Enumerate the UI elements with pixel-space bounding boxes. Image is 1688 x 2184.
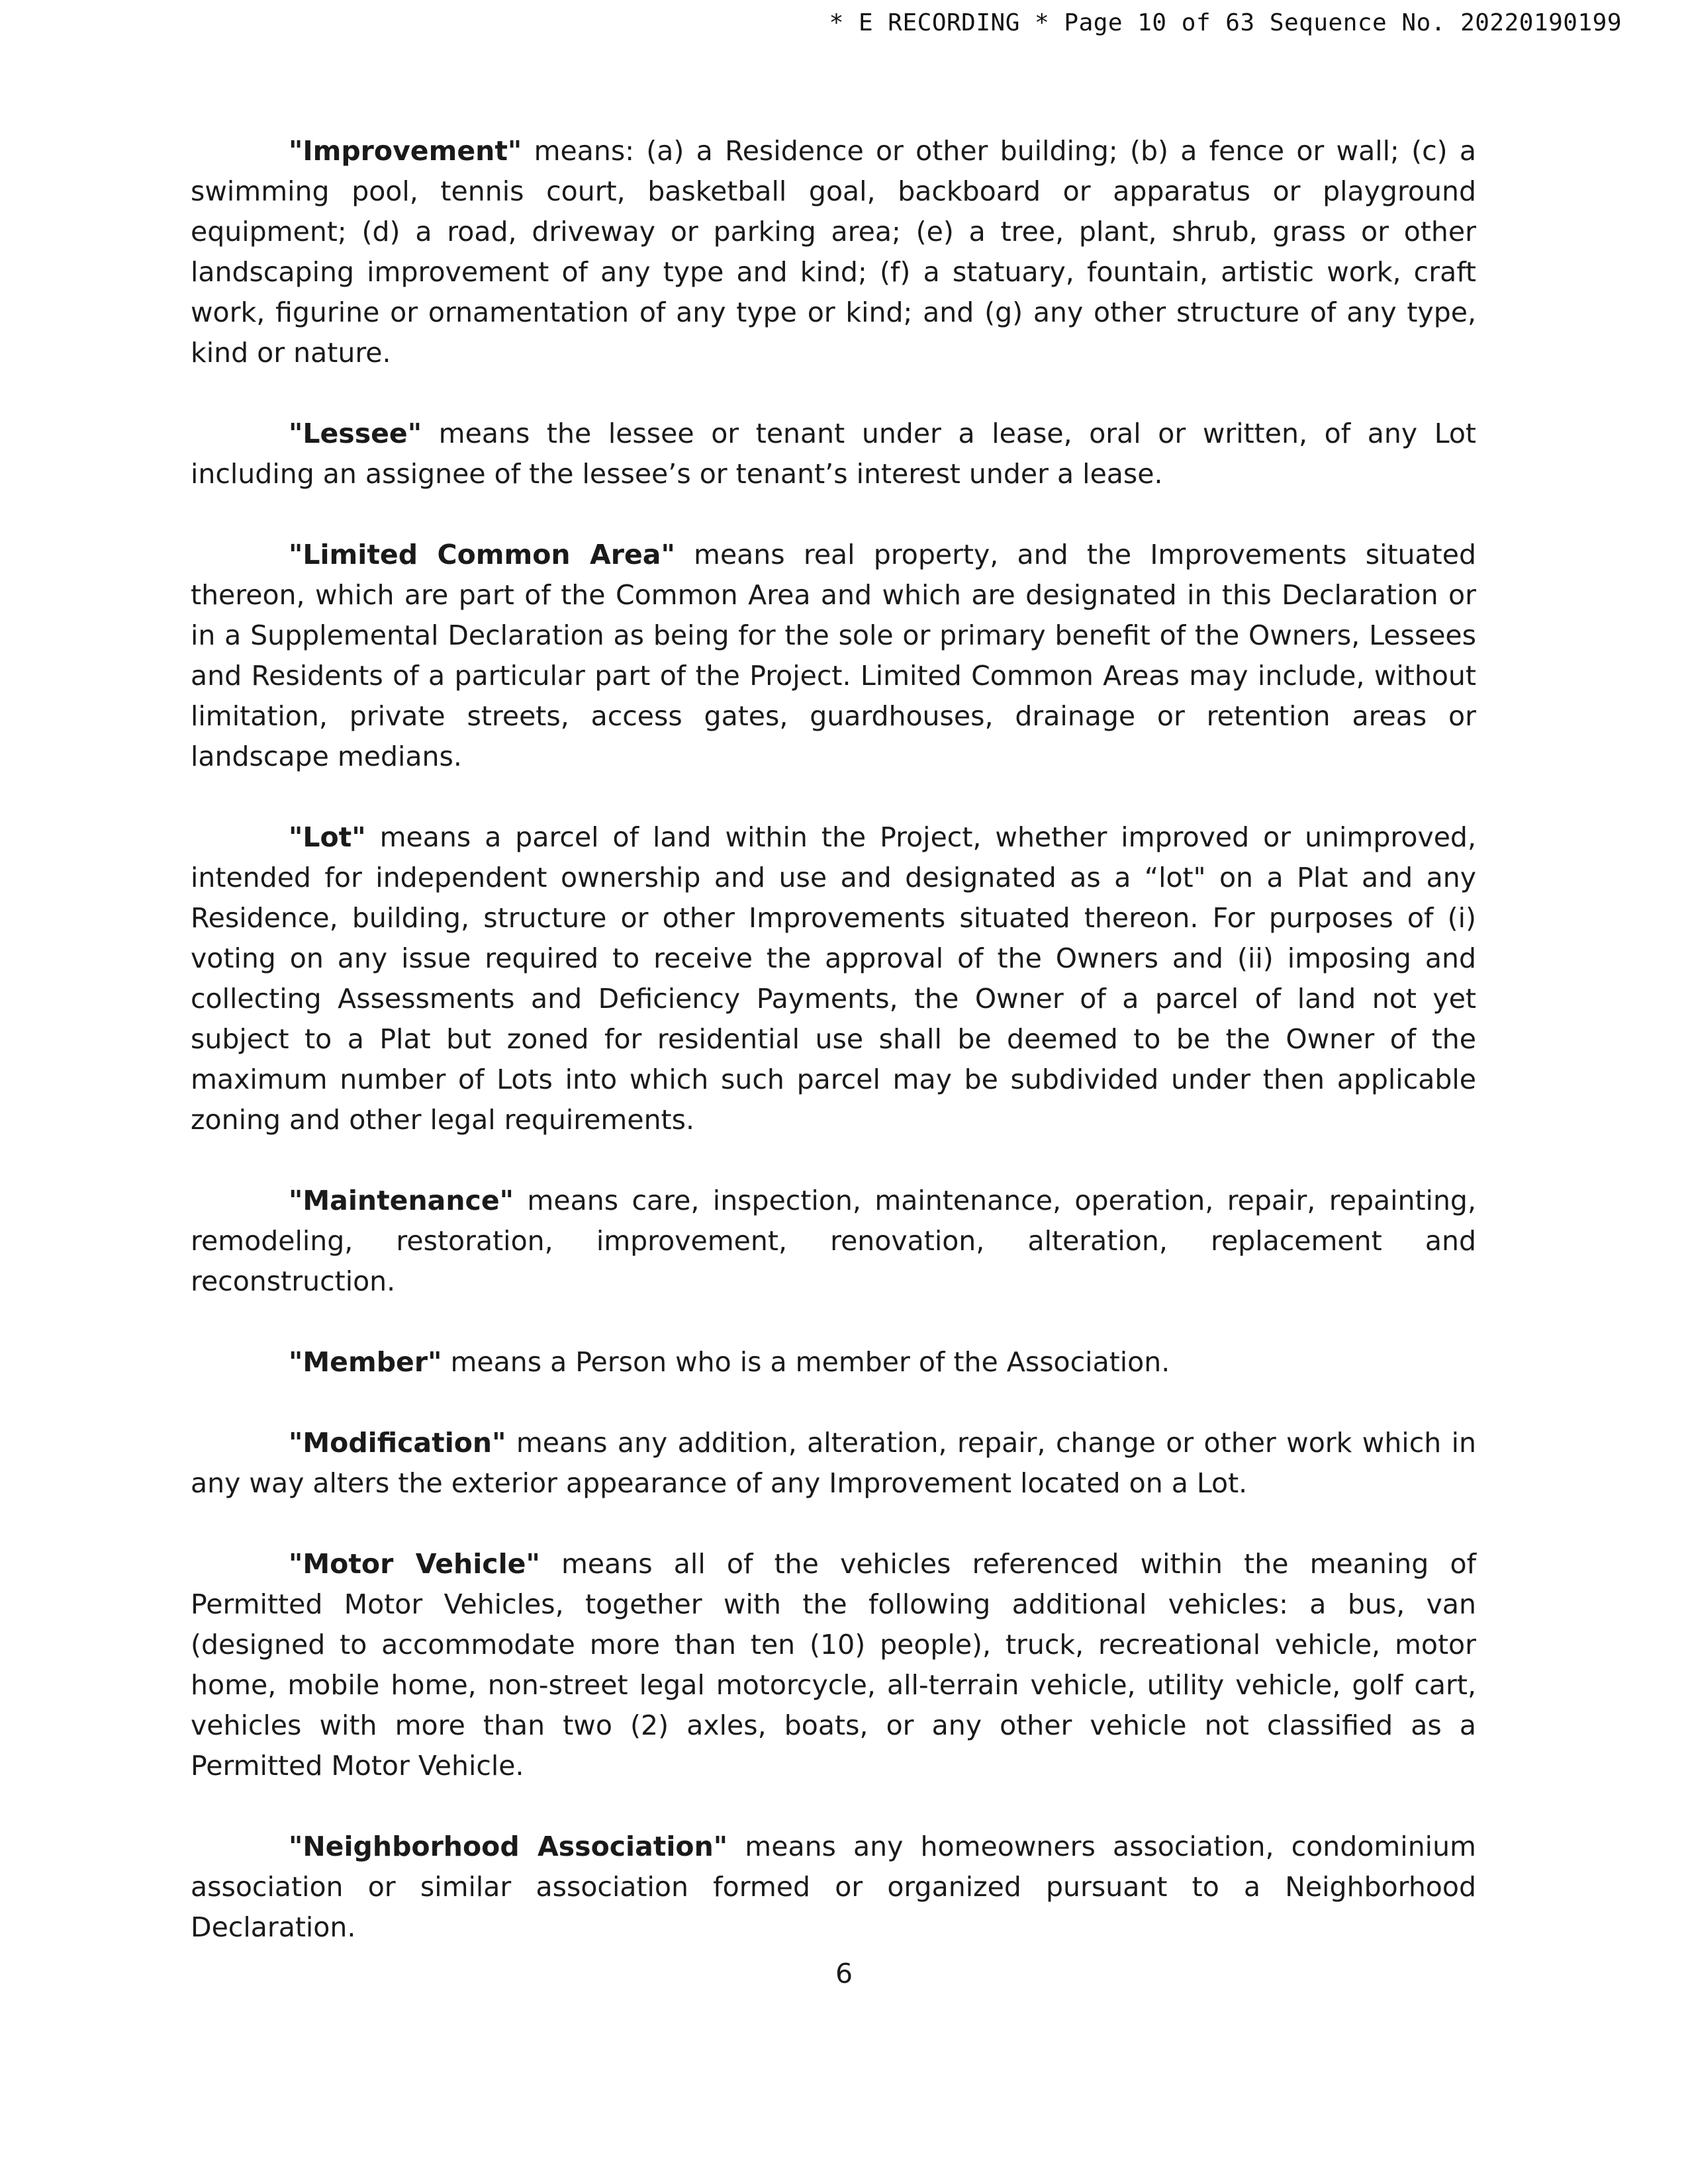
definition-term: "Improvement" <box>289 135 522 167</box>
definition-lot <box>191 817 1476 1140</box>
page-number: 6 <box>835 1958 853 1989</box>
definition-lessee <box>191 414 1476 494</box>
definition-modification <box>191 1423 1476 1504</box>
definition-term: "Modification" <box>289 1427 506 1459</box>
definition-member <box>191 1342 1476 1383</box>
definition-maintenance <box>191 1181 1476 1302</box>
definition-text: means any addition, alteration, repair, change or other work which in any way alters the exterior appearance of any Improvement located on a Lot. <box>191 1427 1476 1499</box>
definition-term: "Neighborhood Association" <box>289 1831 728 1862</box>
definition-term: "Member" <box>289 1346 442 1378</box>
definition-limited-common-area <box>191 535 1476 777</box>
definition-term: "Lessee" <box>289 418 422 449</box>
definition-text: means the lessee or tenant under a lease, oral or written, of any Lot including an assignee of the lessee’s or tenant’s interest under a lease. <box>191 418 1476 490</box>
definition-text: means a Person who is a member of the Association. <box>442 1346 1170 1378</box>
definition-text: means care, inspection, maintenance, operation, repair, repainting, remodeling, restoration, improvement, renovation, alteration, replacement and reconstruction. <box>191 1185 1476 1297</box>
definition-improvement <box>191 131 1476 373</box>
definition-term: "Limited Common Area" <box>289 539 675 570</box>
definition-text: means real property, and the Improvements situated thereon, which are part of the Common Area and which are designated in this Declaration or in a Supplemental Declaration as being for the sole or primary benefit of the Owners, Lessees and Residents of a particular part of the Project. Limited Common Areas may include, without limitation, private streets, access gates, guardhouses, drainage or retention areas or landscape medians. <box>191 539 1476 772</box>
definition-term: "Lot" <box>289 821 366 853</box>
definition-neighborhood-association <box>191 1827 1476 1948</box>
definition-motor-vehicle <box>191 1544 1476 1786</box>
definition-text: means a parcel of land within the Project, whether improved or unimproved, intended for independent ownership and use and designated as a “lot" on a Plat and any Residence, building, structure or other Improvements situated thereon. For purposes of (i) voting on any issue required to receive the approval of the Owners and (ii) imposing and collecting Assessments and Deficiency Payments, the Owner of a parcel of land not yet subject to a Plat but zoned for residential use shall be deemed to be the Owner of the maximum number of Lots into which such parcel may be subdivided under then applicable zoning and other legal requirements. <box>191 821 1476 1136</box>
definition-term: "Motor Vehicle" <box>289 1548 540 1580</box>
document-body <box>191 131 1476 1988</box>
definition-text: means all of the vehicles referenced within the meaning of Permitted Motor Vehicles, together with the following additional vehicles: a bus, van (designed to accommodate more than ten (10) people), truck, recreational vehicle, motor home, mobile home, non-street legal motorcycle, all-terrain vehicle, utility vehicle, golf cart, vehicles with more than two (2) axles, boats, or any other vehicle not classified as a Permitted Motor Vehicle. <box>191 1548 1476 1782</box>
definition-term: "Maintenance" <box>289 1185 514 1216</box>
definition-text: means: (a) a Residence or other building; (b) a fence or wall; (c) a swimming pool, tennis court, basketball goal, backboard or apparatus or playground equipment; (d) a road, driveway or parking area; (e) a tree, plant, shrub, grass or other landscaping improvement of any type and kind; (f) a statuary, fountain, artistic work, craft work, figurine or ornamentation of any type or kind; and (g) any other structure of any type, kind or nature. <box>191 135 1476 369</box>
recording-header-stamp: * E RECORDING * Page 10 of 63 Sequence No. 20220190199 <box>829 9 1622 36</box>
definition-text: means any homeowners association, condominium association or similar association formed or organized pursuant to a Neighborhood Declaration. <box>191 1831 1476 1943</box>
